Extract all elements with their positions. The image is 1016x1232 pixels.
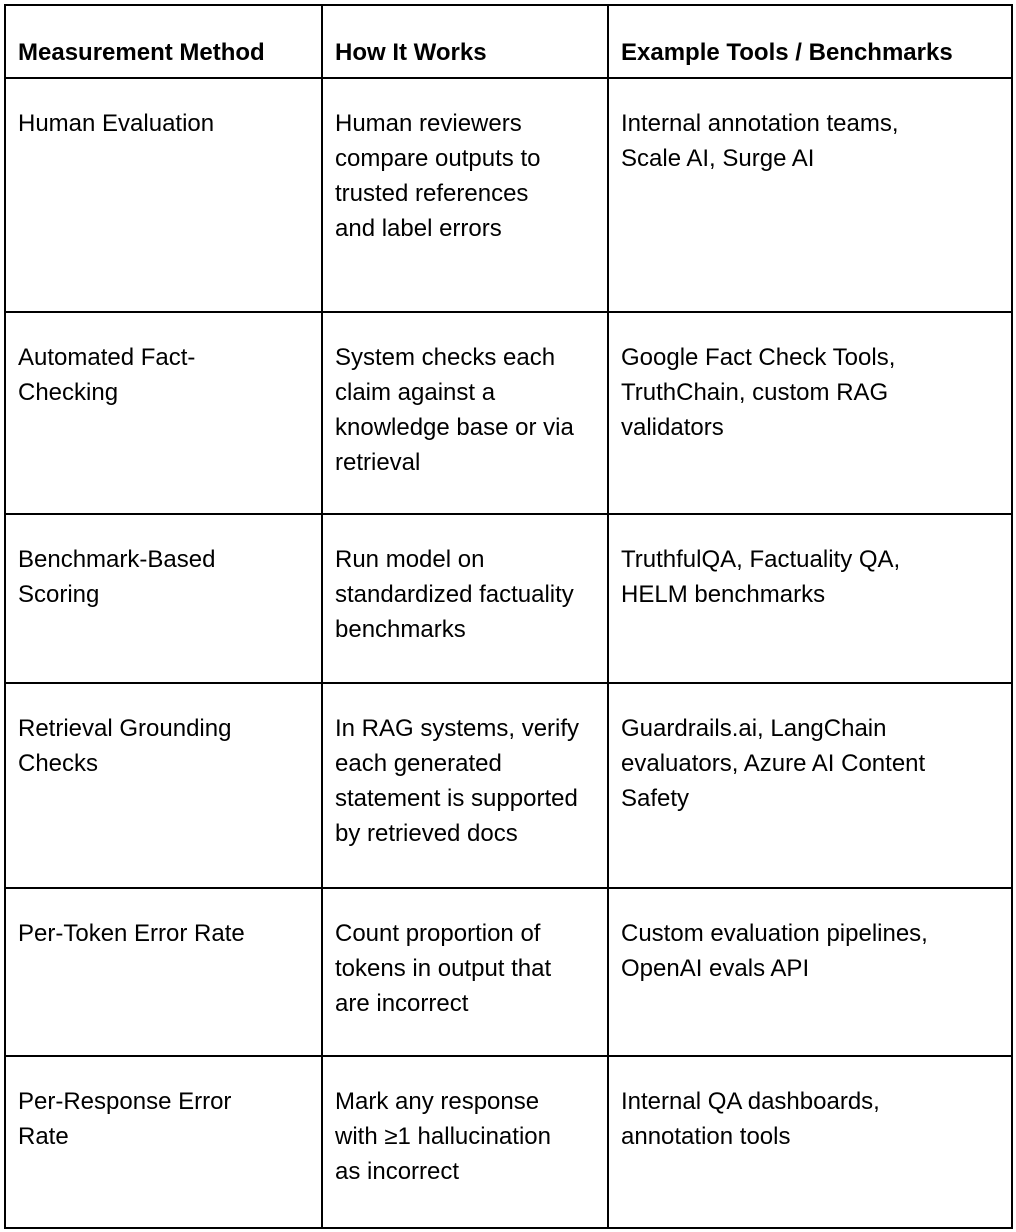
cell-tools: Google Fact Check Tools, TruthChain, custom RAG validators bbox=[608, 312, 1012, 514]
table-row bbox=[5, 514, 1012, 683]
cell-tools: TruthfulQA, Factuality QA, HELM benchmarks bbox=[608, 514, 1012, 683]
cell-method: Human Evaluation bbox=[5, 78, 322, 312]
table-row bbox=[5, 683, 1012, 888]
table-row bbox=[5, 312, 1012, 514]
cell-how: Mark any response with ≥1 hallucination as incorrect bbox=[322, 1056, 608, 1228]
cell-how: Human reviewers compare outputs to trusted references and label errors bbox=[322, 78, 608, 312]
header-how-it-works: How It Works bbox=[322, 5, 608, 78]
table-header-row bbox=[5, 5, 1012, 78]
cell-tools: Internal QA dashboards, annotation tools bbox=[608, 1056, 1012, 1228]
cell-method: Automated Fact-Checking bbox=[5, 312, 322, 514]
cell-tools: Guardrails.ai, LangChain evaluators, Azure AI Content Safety bbox=[608, 683, 1012, 888]
table-row bbox=[5, 888, 1012, 1056]
header-measurement-method: Measurement Method bbox=[5, 5, 322, 78]
cell-how: Count proportion of tokens in output that are incorrect bbox=[322, 888, 608, 1056]
cell-method: Per-Response Error Rate bbox=[5, 1056, 322, 1228]
table-row bbox=[5, 78, 1012, 312]
cell-tools: Internal annotation teams, Scale AI, Surge AI bbox=[608, 78, 1012, 312]
cell-method: Retrieval Grounding Checks bbox=[5, 683, 322, 888]
cell-how: In RAG systems, verify each generated statement is supported by retrieved docs bbox=[322, 683, 608, 888]
table-row bbox=[5, 1056, 1012, 1228]
comparison-table bbox=[4, 4, 1013, 1229]
cell-how: Run model on standardized factuality benchmarks bbox=[322, 514, 608, 683]
header-example-tools: Example Tools / Benchmarks bbox=[608, 5, 1012, 78]
cell-tools: Custom evaluation pipelines, OpenAI evals API bbox=[608, 888, 1012, 1056]
cell-method: Per-Token Error Rate bbox=[5, 888, 322, 1056]
cell-method: Benchmark-Based Scoring bbox=[5, 514, 322, 683]
cell-how: System checks each claim against a knowledge base or via retrieval bbox=[322, 312, 608, 514]
